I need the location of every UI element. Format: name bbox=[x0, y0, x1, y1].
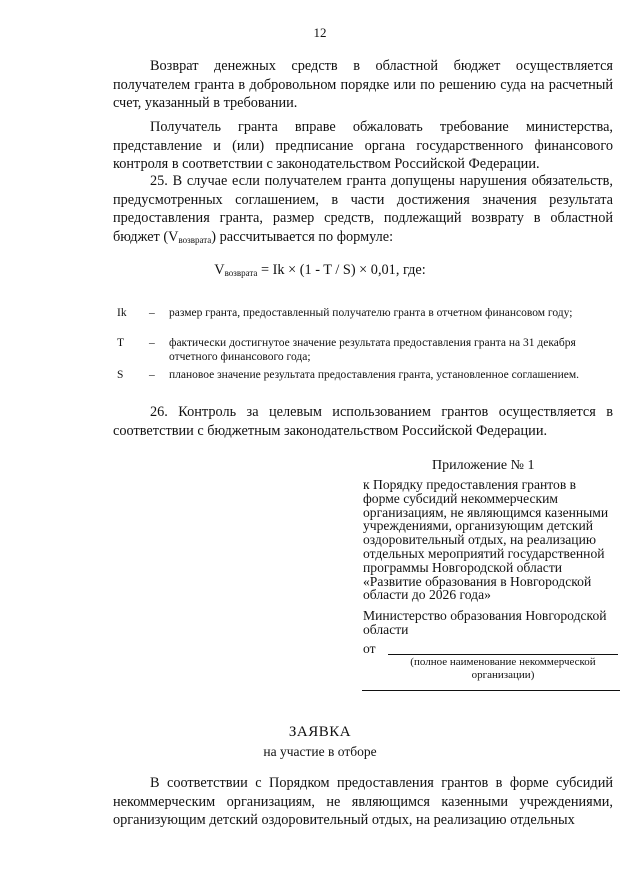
paragraph-25-subscript: возврата bbox=[178, 234, 212, 245]
paragraph-refund: Возврат денежных средств в областной бюджет осуществляется получателем гранта в добровольном порядке или по решению суда на расчетный счет, указанный в требовании. bbox=[113, 58, 613, 111]
appendix-title: Приложение № 1 bbox=[432, 458, 535, 473]
legend-symbol: T bbox=[117, 337, 125, 349]
legend-dash: – bbox=[149, 369, 155, 381]
signature-underline bbox=[362, 690, 620, 691]
paragraph-26: 26. Контроль за целевым использованием грантов осуществляется в соответствии с бюджетным законодательством Российской Федерации. bbox=[113, 404, 613, 439]
legend-dash: – bbox=[149, 307, 155, 319]
page-number: 12 bbox=[313, 25, 327, 40]
ministry-addressee: Министерство образования Новгородской области bbox=[363, 608, 607, 637]
legend-item bbox=[113, 336, 613, 366]
legend-dash: – bbox=[149, 337, 155, 349]
formula-lhs: V bbox=[214, 262, 225, 278]
request-title: ЗАЯВКА bbox=[288, 724, 352, 740]
appendix-body: к Порядку предоставления грантов в форме субсидий некоммерческим организациям, не являющимся казенными учреждениями, организующим детский оздоровительный отдых, на реализацию отдельных мероприятий государственной программы Новгородской области «Развитие образования в Новгородской области до 2026 года» bbox=[363, 477, 609, 603]
formula-rhs: = Ik × (1 - T / S) × 0,01, где: bbox=[257, 262, 426, 278]
legend-item bbox=[113, 306, 613, 336]
from-caption: (полное наименование некоммерческой организации) bbox=[410, 656, 596, 681]
paragraph-appeal: Получатель гранта вправе обжаловать требование министерства, представление и (или) предписание органа государственного финансового контроля в соответствии с законодательством Российской Федерации. bbox=[113, 119, 613, 172]
request-subtitle: на участие в отборе bbox=[263, 744, 377, 759]
from-underline bbox=[388, 654, 618, 655]
paragraph-25-tail: ) рассчитывается по формуле: bbox=[211, 228, 394, 245]
request-paragraph: В соответствии с Порядком предоставления грантов в форме субсидий некоммерческим организациям, не являющимся казенными учреждениями, организующим детский оздоровительный отдых, на реализацию отдельных bbox=[113, 775, 613, 828]
paragraph-25-text: 25. В случае если получателем гранта допущены нарушения обязательств, предусмотренных соглашением, в части достижения значения результата предоставления гранта, размер средств, подлежащий возврату в областной бюджет (V bbox=[113, 173, 613, 245]
legend-text: размер гранта, предоставленный получателю гранта в отчетном финансовом году; bbox=[169, 307, 573, 319]
formula-lhs-subscript: возврата bbox=[224, 268, 258, 278]
from-label: от bbox=[363, 641, 376, 656]
legend-text: фактически достигнутое значение результата предоставления гранта на 31 декабря отчетного финансового года; bbox=[169, 337, 576, 363]
legend-symbol: Ik bbox=[117, 307, 127, 319]
legend-text: плановое значение результата предоставления гранта, установленное соглашением. bbox=[169, 369, 579, 381]
legend-symbol: S bbox=[117, 369, 124, 381]
paragraph-25 bbox=[113, 172, 613, 249]
legend-item bbox=[113, 368, 613, 398]
refund-formula bbox=[0, 262, 640, 279]
